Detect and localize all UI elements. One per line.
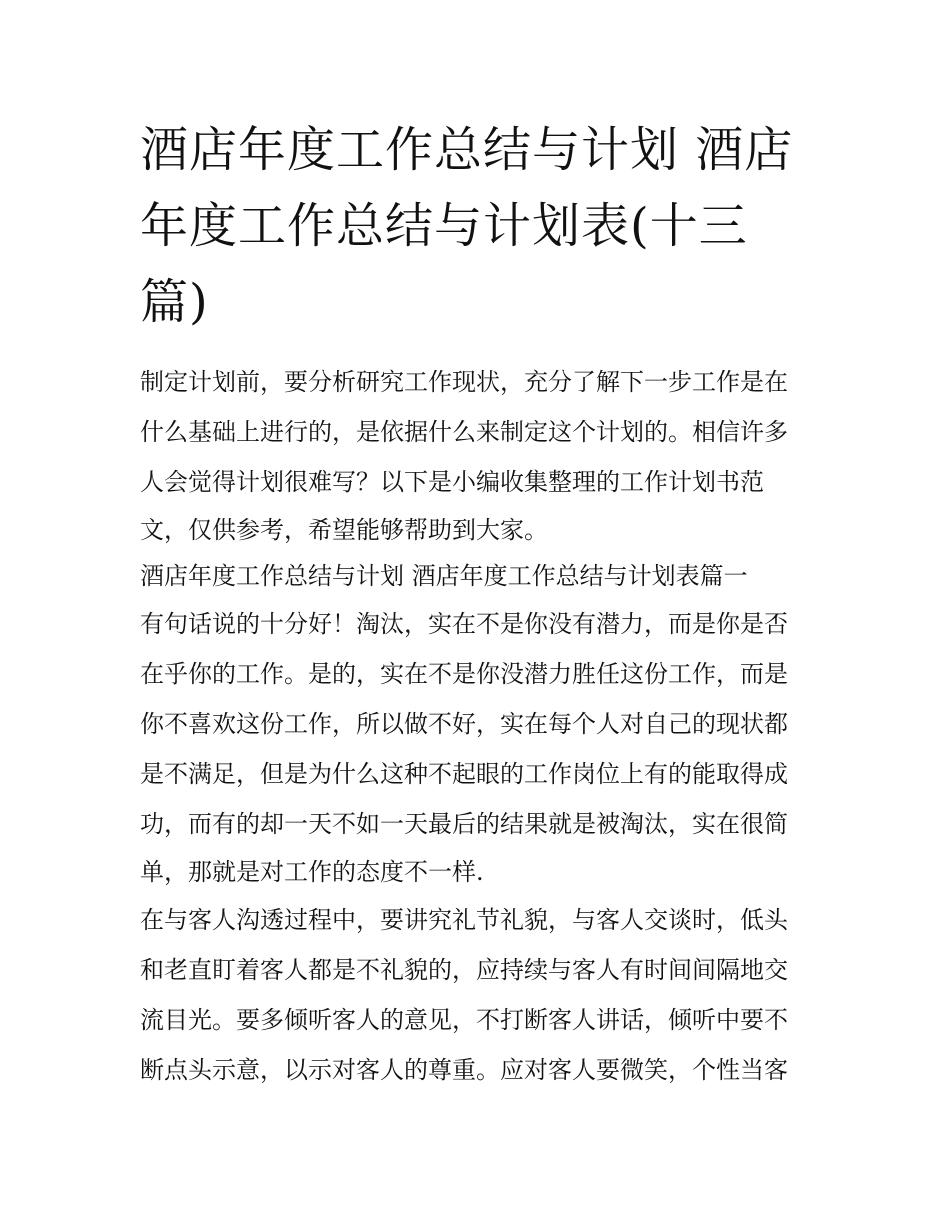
text-line: 功，而有的却一天不如一天最后的结果就是被淘汰，实在很简 (140, 810, 788, 838)
text-line: 制定计划前，要分析研究工作现状，充分了解下一步工作是在 (140, 368, 788, 396)
title-line: 篇) (140, 274, 209, 330)
text-line: 和老直盯着客人都是不礼貌的，应持续与客人有时间间隔地交 (140, 956, 788, 984)
text-line: 你不喜欢这份工作，所以做不好，实在每个人对自己的现状都 (140, 710, 788, 738)
title-line: 酒店年度工作总结与计划 酒店 (140, 122, 794, 178)
text-line: 什么基础上进行的，是依据什么来制定这个计划的。相信许多 (140, 418, 788, 446)
paragraph-2 (140, 895, 830, 1095)
intro-paragraph (140, 357, 830, 553)
text-line: 流目光。要多倾听客人的意见，不打断客人讲话，倾听中要不 (140, 1006, 788, 1034)
text-line: 单，那就是对工作的态度不一样. (140, 858, 484, 886)
document-body (140, 357, 830, 1095)
text-line: 是不满足，但是为什么这种不起眼的工作岗位上有的能取得成 (140, 760, 788, 788)
text-line: 文，仅供参考，希望能够帮助到大家。 (140, 516, 548, 544)
title-line: 年度工作总结与计划表(十三 (140, 198, 748, 254)
text-line: 在乎你的工作。是的，实在不是你没潜力胜任这份工作，而是 (140, 660, 788, 688)
document-title (140, 112, 820, 340)
text-line: 有句话说的十分好！淘汰，实在不是你没有潜力，而是你是否 (140, 610, 788, 638)
text-line: 在与客人沟透过程中，要讲究礼节礼貌，与客人交谈时，低头 (140, 906, 788, 934)
section-heading: 酒店年度工作总结与计划 酒店年度工作总结与计划表篇一 (140, 562, 748, 590)
text-line: 断点头示意，以示对客人的尊重。应对客人要微笑，个性当客 (140, 1056, 788, 1084)
text-line: 人会觉得计划很难写？以下是小编收集整理的工作计划书范 (140, 468, 764, 496)
paragraph-1 (140, 599, 830, 895)
